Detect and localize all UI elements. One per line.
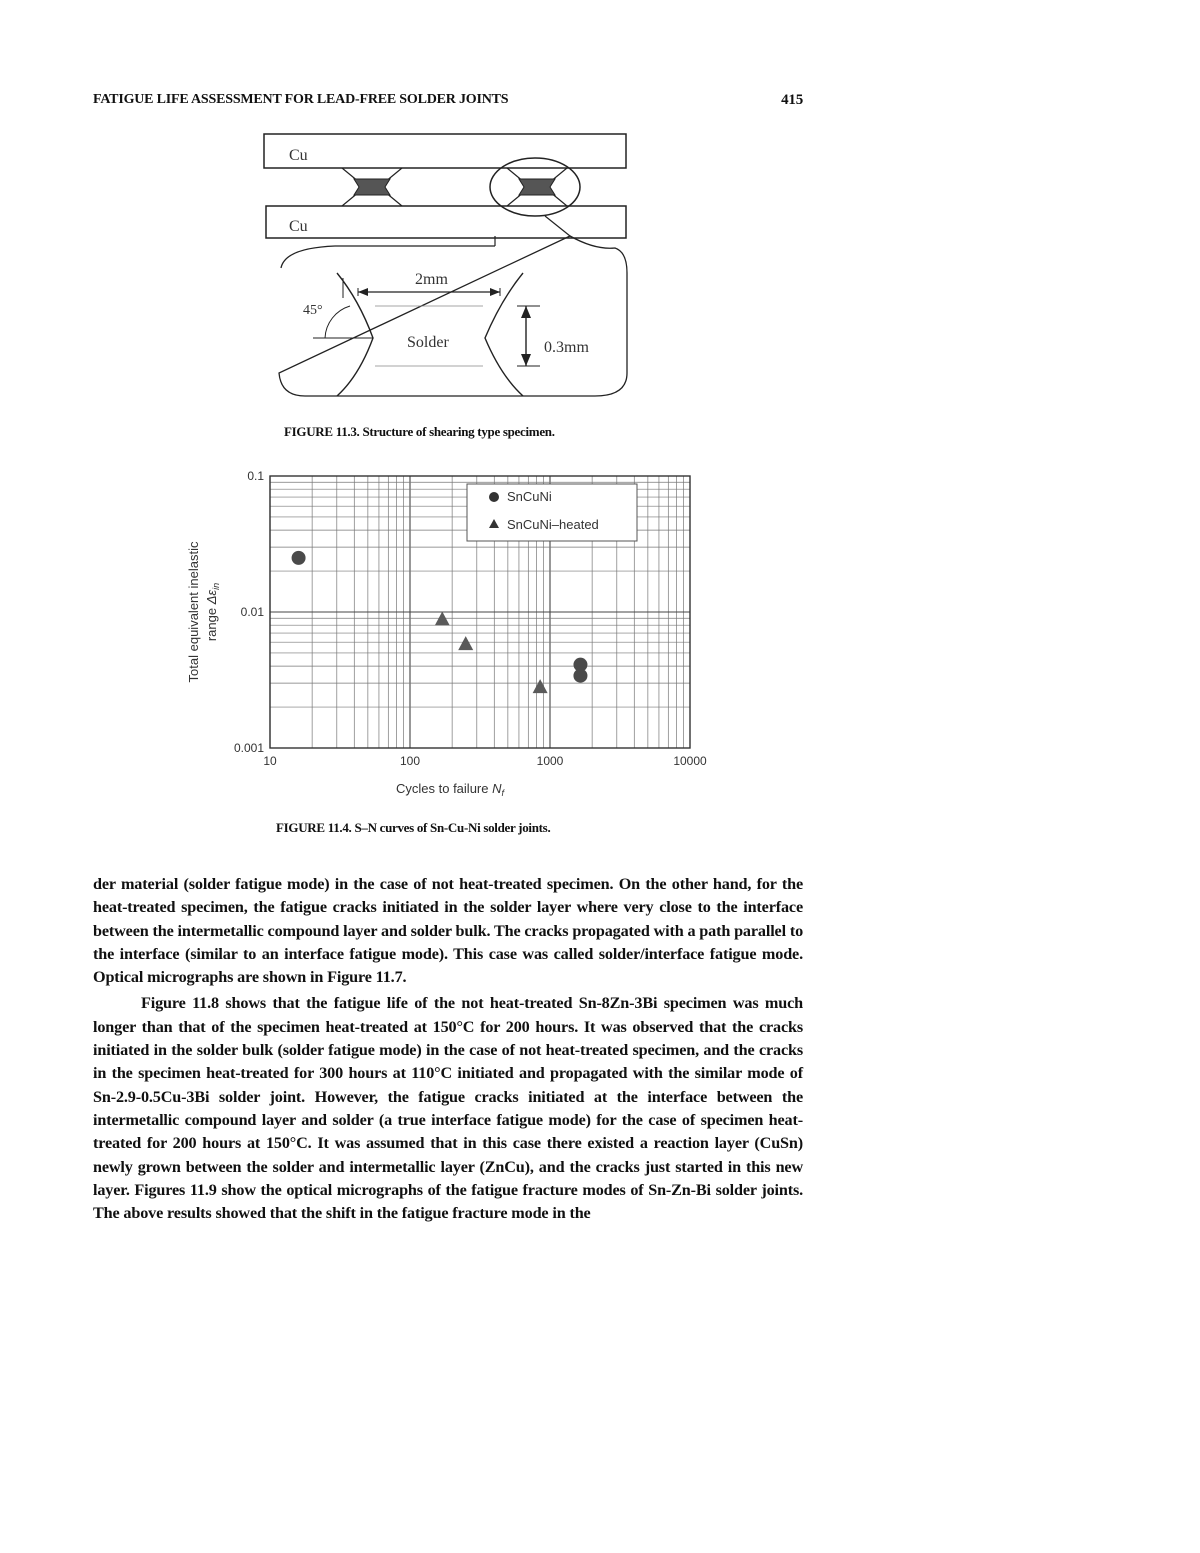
running-title: FATIGUE LIFE ASSESSMENT FOR LEAD-FREE SOLDER JOINTS	[93, 92, 509, 107]
specimen-diagram-svg	[255, 128, 635, 413]
thickness-label: 0.3mm	[544, 339, 589, 356]
cu-top-label: Cu	[289, 147, 308, 164]
angle-label: 45°	[303, 303, 323, 318]
page-number: 415	[781, 92, 803, 108]
zoom-callout	[279, 236, 627, 396]
y-tick-label: 0.001	[233, 741, 264, 755]
chart-points	[292, 551, 588, 693]
data-point-sncuni-heated	[458, 636, 473, 650]
data-point-sncuni	[292, 551, 306, 565]
y-tick-label: 0.1	[247, 469, 264, 483]
x-tick-label: 10	[263, 754, 277, 768]
svg-text:Total equivalent inelastic: Total equivalent inelastic	[186, 541, 201, 683]
legend-label-sncuni-heated: SnCuNi–heated	[507, 517, 599, 532]
x-tick-label: 1000	[536, 754, 564, 768]
x-axis-label: Cycles to failure $N_f$	[396, 781, 504, 798]
solder-joint-left	[342, 168, 402, 206]
running-header	[93, 92, 803, 112]
x-tick-label: 10000	[673, 754, 707, 768]
solder-joint-right	[507, 168, 567, 206]
data-point-sncuni-heated	[533, 679, 548, 693]
data-point-sncuni	[573, 669, 587, 683]
legend-label-sncuni: SnCuNi	[507, 489, 552, 504]
paragraph-1: der material (solder fatigue mode) in the case of not heat-treated specimen. On the other hand, for the heat-treated specimen, the fatigue cracks initiated in the solder layer where very close to the interface between the intermetallic compound layer and solder bulk. The cracks propagated with a path parallel to the interface (similar to an interface fatigue mode). This case was called solder/interface fatigue mode. Optical micrographs are shown in Figure 11.7.	[93, 875, 804, 987]
cu-plate-bottom	[266, 206, 626, 238]
svg-text:range Δεin: range $\Delta\varepsilon_{in}$	[204, 582, 221, 642]
sn-chart	[180, 460, 720, 805]
width-label: 2mm	[415, 271, 448, 288]
zoomed-joint	[303, 271, 589, 396]
cu-plate-top	[264, 134, 626, 168]
solder-label: Solder	[407, 334, 449, 351]
cu-bottom-label: Cu	[289, 218, 308, 235]
figure-11-3-caption: FIGURE 11.3. Structure of shearing type specimen.	[284, 424, 555, 439]
specimen-diagram	[255, 128, 635, 413]
paragraph-2: Figure 11.8 shows that the fatigue life of the not heat-treated Sn-8Zn-3Bi specimen was much longer than that of the specimen heat-treated at 150°C for 200 hours. It was observed that the cracks initiated in the solder bulk (solder fatigue mode) in the case of not heat-treated specimen, and the cracks in the specimen heat-treated for 300 hours at 110°C initiated and propagated with the similar mode of Sn-2.9-0.5Cu-3Bi solder joint. However, the fatigue cracks initiated at the interface between the intermetallic compound layer and solder (a true interface fatigue mode) for the case of specimen heat-treated for 200 hours at 150°C. It was assumed that in this case there existed a reaction layer (CuSn) newly grown between the solder and intermetallic layer (ZnCu), and the cracks just started in this new layer. Figures 11.9 show the optical micrographs of the fatigue fracture modes of Sn-Zn-Bi solder joints. The above results showed that the shift in the fatigue fracture mode in the	[93, 994, 803, 1223]
legend-marker-sncuni	[489, 492, 499, 502]
y-tick-label: 0.01	[240, 605, 264, 619]
x-tick-label: 100	[399, 754, 421, 768]
body-text	[93, 873, 803, 1225]
figure-11-4-caption: FIGURE 11.4. S–N curves of Sn-Cu-Ni solder joints.	[276, 820, 551, 835]
chart-legend	[467, 484, 637, 541]
y-axis-label	[186, 541, 221, 682]
sn-chart-svg	[180, 460, 720, 805]
